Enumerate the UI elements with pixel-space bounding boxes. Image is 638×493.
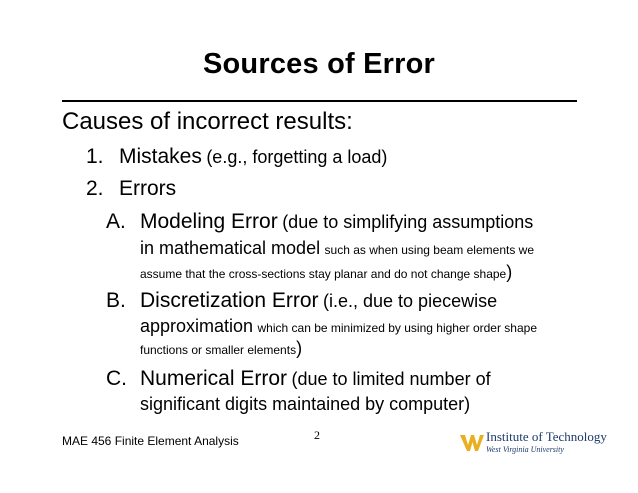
sublist-item-small: assume that the cross-sections stay planar and do not change shape xyxy=(140,267,507,281)
title-underline xyxy=(62,100,577,102)
sublist-item-note: in mathematical model xyxy=(140,238,321,258)
intro-text: Causes of incorrect results: xyxy=(62,108,353,135)
sublist-item-main: Discretization Error xyxy=(140,289,319,312)
sublist-item-a-line2 xyxy=(140,238,534,259)
sublist-item-a xyxy=(106,210,533,234)
sublist-item-c-line2 xyxy=(140,394,470,415)
list-item-1 xyxy=(86,145,387,169)
sublist-item-main: Modeling Error xyxy=(140,210,278,233)
slide-title: Sources of Error xyxy=(202,48,436,80)
logo-text-university: West Virginia University xyxy=(486,445,564,454)
course-label: MAE 456 Finite Element Analysis xyxy=(62,434,239,448)
sublist-item-small: functions or smaller elements xyxy=(140,343,297,357)
sublist-item-a-line3 xyxy=(140,262,512,283)
wvu-logo xyxy=(459,428,607,458)
wvu-flying-wv-icon xyxy=(459,432,485,454)
list-item-2 xyxy=(86,177,176,201)
list-item-note: (e.g., forgetting a load) xyxy=(206,147,388,167)
sublist-item-note: approximation xyxy=(140,316,254,336)
closing-paren: ) xyxy=(296,338,303,358)
sublist-item-note: (due to limited number of xyxy=(291,369,491,389)
list-number: 2. xyxy=(86,177,104,200)
closing-paren: ) xyxy=(506,262,513,282)
sublist-item-small: which can be minimized by using higher order shape xyxy=(257,321,538,335)
sublist-item-b xyxy=(106,289,497,313)
list-item-main: Mistakes xyxy=(119,145,202,168)
sublist-letter: C. xyxy=(106,367,127,390)
sublist-item-note: (due to simplifying assumptions xyxy=(282,212,534,232)
sublist-item-note: significant digits maintained by computer) xyxy=(140,394,471,414)
sublist-item-c xyxy=(106,367,491,391)
sublist-letter: A. xyxy=(106,210,126,233)
sublist-item-b-line2 xyxy=(140,316,537,337)
list-item-main: Errors xyxy=(119,177,177,200)
sublist-item-main: Numerical Error xyxy=(140,367,288,390)
sublist-item-small: such as when using beam elements we xyxy=(324,243,534,257)
logo-text-institute: Institute of Technology xyxy=(486,429,607,444)
sublist-letter: B. xyxy=(106,289,126,312)
sublist-item-b-line3 xyxy=(140,338,302,359)
list-number: 1. xyxy=(86,145,104,168)
sublist-item-note: (i.e., due to piecewise xyxy=(323,291,498,311)
page-number: 2 xyxy=(314,428,320,442)
